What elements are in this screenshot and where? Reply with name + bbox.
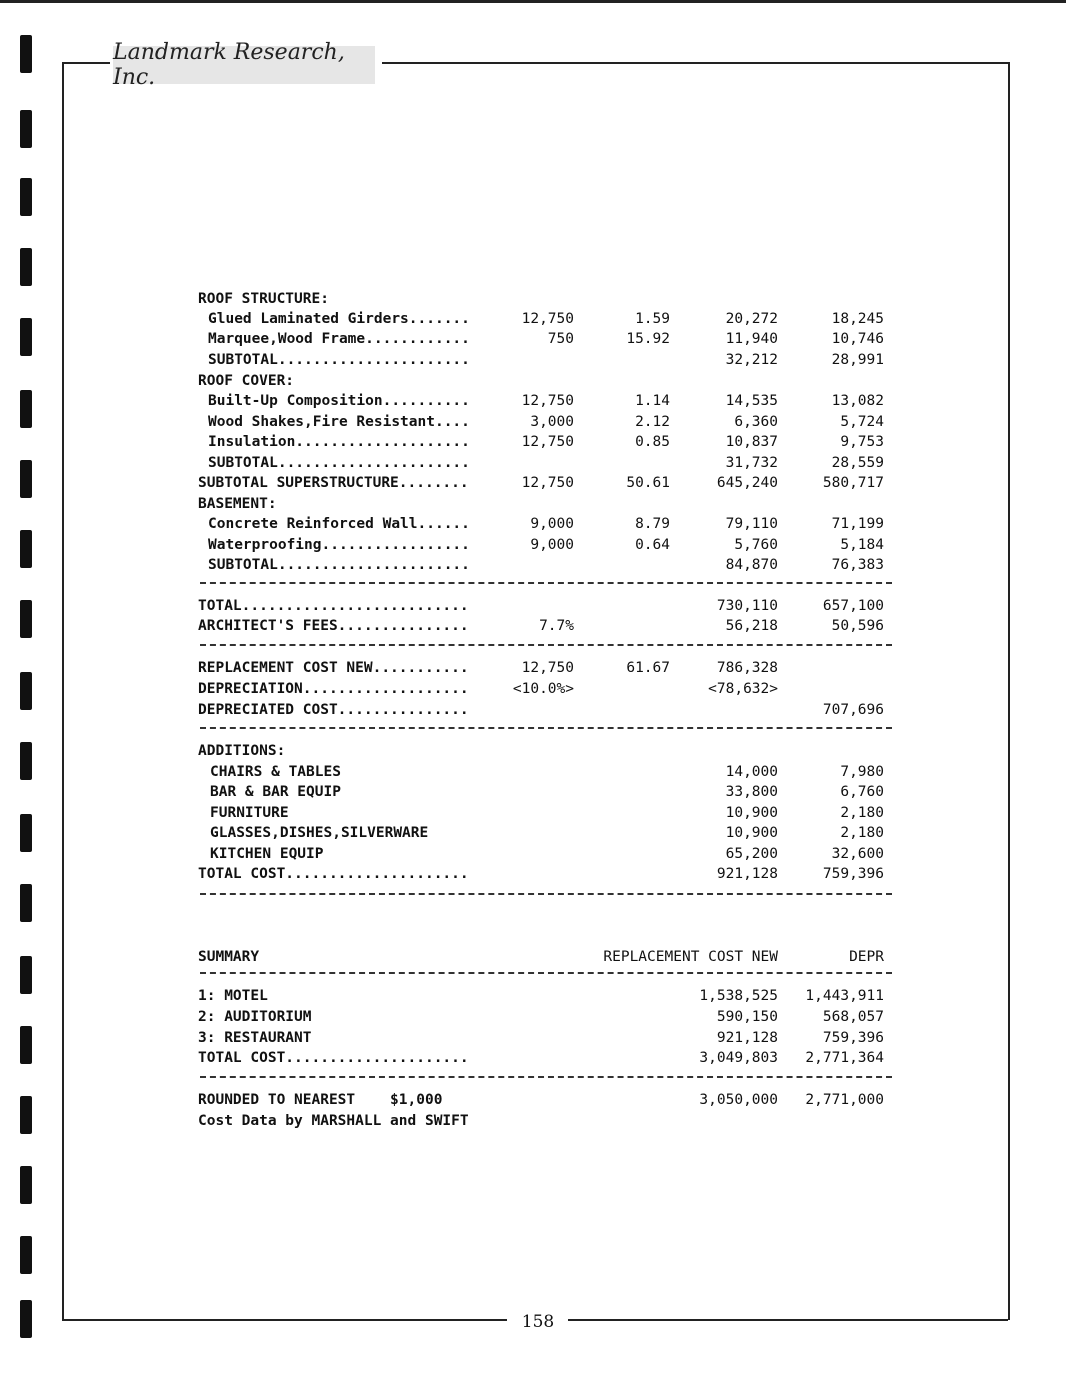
cell-qty: 12,750 bbox=[521, 393, 574, 409]
summary-title: SUMMARY bbox=[198, 949, 260, 965]
table-row bbox=[0, 805, 1066, 826]
cell-rate: 1.59 bbox=[635, 311, 670, 327]
cell-qty: 12,750 bbox=[521, 660, 574, 676]
frame-top-right bbox=[382, 62, 1008, 64]
dashed-divider bbox=[200, 582, 892, 584]
cell-depr: 580,717 bbox=[822, 475, 884, 491]
table-row bbox=[0, 784, 1066, 805]
summary-cell-rcn: 590,150 bbox=[716, 1009, 778, 1025]
table-row bbox=[0, 393, 1066, 414]
table-row bbox=[0, 434, 1066, 455]
table-row bbox=[0, 743, 1066, 764]
cell-depr: 28,991 bbox=[831, 352, 884, 368]
binder-hole bbox=[20, 248, 32, 286]
cell-label: CHAIRS & TABLES bbox=[210, 764, 341, 780]
cell-label: Built-Up Composition.......... bbox=[208, 393, 470, 409]
cell-rcn: 786,328 bbox=[716, 660, 778, 676]
summary-header-row bbox=[0, 949, 1066, 970]
binder-hole bbox=[20, 178, 32, 216]
dashed-divider bbox=[200, 972, 892, 974]
cell-qty: <10.0%> bbox=[512, 681, 574, 697]
cell-qty: 750 bbox=[547, 331, 574, 347]
cell-rcn: 79,110 bbox=[725, 516, 778, 532]
cell-qty: 3,000 bbox=[530, 414, 574, 430]
cell-label: Wood Shakes,Fire Resistant.... bbox=[208, 414, 470, 430]
cell-label: BASEMENT: bbox=[198, 496, 277, 512]
cell-rate: 2.12 bbox=[635, 414, 670, 430]
cell-qty: 12,750 bbox=[521, 475, 574, 491]
table-row bbox=[0, 373, 1066, 394]
cell-rate: 50.61 bbox=[626, 475, 670, 491]
cell-label: Concrete Reinforced Wall...... bbox=[208, 516, 470, 532]
cell-qty: 9,000 bbox=[530, 537, 574, 553]
cell-label: Insulation.................... bbox=[208, 434, 470, 450]
cell-label: Glued Laminated Girders....... bbox=[208, 311, 470, 327]
cell-depr: 2,180 bbox=[840, 805, 884, 821]
cell-qty: 7.7% bbox=[539, 618, 574, 634]
summary-cell-depr: 2,771,364 bbox=[805, 1050, 884, 1066]
cell-label: Waterproofing................. bbox=[208, 537, 470, 553]
binder-hole bbox=[20, 1166, 32, 1204]
cell-depr: 10,746 bbox=[831, 331, 884, 347]
cell-rcn: <78,632> bbox=[708, 681, 778, 697]
table-row bbox=[0, 455, 1066, 476]
summary-cell-depr: 759,396 bbox=[822, 1030, 884, 1046]
frame-bottom-left bbox=[62, 1319, 507, 1321]
summary-cell-rcn: 1,538,525 bbox=[699, 988, 778, 1004]
table-row bbox=[0, 291, 1066, 312]
cell-qty: 12,750 bbox=[521, 311, 574, 327]
cell-label: ARCHITECT'S FEES............... bbox=[198, 618, 469, 634]
binder-hole bbox=[20, 884, 32, 922]
cell-depr: 76,383 bbox=[831, 557, 884, 573]
table-row bbox=[0, 516, 1066, 537]
cell-rcn: 10,837 bbox=[725, 434, 778, 450]
cell-rcn: 84,870 bbox=[725, 557, 778, 573]
table-row bbox=[0, 825, 1066, 846]
cell-depr: 18,245 bbox=[831, 311, 884, 327]
cell-label: DEPRECIATED COST............... bbox=[198, 702, 469, 718]
cell-depr: 707,696 bbox=[822, 702, 884, 718]
cell-label: ADDITIONS: bbox=[198, 743, 286, 759]
table-row bbox=[0, 598, 1066, 619]
binder-hole bbox=[20, 35, 32, 73]
summary-col-depr: DEPR bbox=[849, 949, 884, 965]
cell-rcn: 31,732 bbox=[725, 455, 778, 471]
table-row bbox=[0, 846, 1066, 867]
summary-col-rcn: REPLACEMENT COST NEW bbox=[603, 949, 778, 965]
cell-label: Marquee,Wood Frame............ bbox=[208, 331, 470, 347]
table-row bbox=[0, 414, 1066, 435]
top-rule bbox=[0, 0, 1066, 3]
cell-qty: 12,750 bbox=[521, 434, 574, 450]
cell-depr: 28,559 bbox=[831, 455, 884, 471]
cell-depr: 32,600 bbox=[831, 846, 884, 862]
cell-label: GLASSES,DISHES,SILVERWARE bbox=[210, 825, 429, 841]
cell-rate: 0.85 bbox=[635, 434, 670, 450]
cell-depr: 50,596 bbox=[831, 618, 884, 634]
table-row bbox=[0, 331, 1066, 352]
summary-cell-label: 1: MOTEL bbox=[198, 988, 268, 1004]
summary-cell-label: 3: RESTAURANT bbox=[198, 1030, 312, 1046]
cell-rcn: 6,360 bbox=[734, 414, 778, 430]
cell-rate: 1.14 bbox=[635, 393, 670, 409]
source-note-row bbox=[0, 1113, 1066, 1134]
cell-depr: 9,753 bbox=[840, 434, 884, 450]
cell-label: TOTAL COST..................... bbox=[198, 866, 469, 882]
summary-cell-depr: 568,057 bbox=[822, 1009, 884, 1025]
summary-cell-rcn: 3,049,803 bbox=[699, 1050, 778, 1066]
rounded-label: ROUNDED TO NEAREST $1,000 bbox=[198, 1092, 443, 1108]
table-row bbox=[0, 681, 1066, 702]
cell-qty: 9,000 bbox=[530, 516, 574, 532]
binder-hole bbox=[20, 110, 32, 148]
cell-rcn: 5,760 bbox=[734, 537, 778, 553]
binder-hole bbox=[20, 1300, 32, 1338]
cell-label: ROOF STRUCTURE: bbox=[198, 291, 329, 307]
cell-rcn: 56,218 bbox=[725, 618, 778, 634]
cell-depr: 5,724 bbox=[840, 414, 884, 430]
cell-rcn: 11,940 bbox=[725, 331, 778, 347]
cell-rcn: 10,900 bbox=[725, 825, 778, 841]
cell-label: SUBTOTAL...................... bbox=[208, 352, 470, 368]
summary-row bbox=[0, 988, 1066, 1009]
frame-bottom-right bbox=[568, 1319, 1008, 1321]
table-row bbox=[0, 557, 1066, 578]
cell-rate: 15.92 bbox=[626, 331, 670, 347]
summary-cell-label: TOTAL COST..................... bbox=[198, 1050, 469, 1066]
cell-rcn: 33,800 bbox=[725, 784, 778, 800]
cell-rcn: 10,900 bbox=[725, 805, 778, 821]
cell-rate: 8.79 bbox=[635, 516, 670, 532]
cell-label: FURNITURE bbox=[210, 805, 289, 821]
cell-depr: 7,980 bbox=[840, 764, 884, 780]
table-row bbox=[0, 764, 1066, 785]
table-row bbox=[0, 537, 1066, 558]
cell-rate: 0.64 bbox=[635, 537, 670, 553]
rounded-depr: 2,771,000 bbox=[805, 1092, 884, 1108]
cell-depr: 759,396 bbox=[822, 866, 884, 882]
table-row bbox=[0, 866, 1066, 887]
summary-cell-label: 2: AUDITORIUM bbox=[198, 1009, 312, 1025]
table-row bbox=[0, 475, 1066, 496]
summary-cell-depr: 1,443,911 bbox=[805, 988, 884, 1004]
table-row bbox=[0, 702, 1066, 723]
source-note: Cost Data by MARSHALL and SWIFT bbox=[198, 1113, 469, 1129]
cell-label: SUBTOTAL SUPERSTRUCTURE........ bbox=[198, 475, 469, 491]
table-row bbox=[0, 660, 1066, 681]
table-row bbox=[0, 311, 1066, 332]
binder-hole bbox=[20, 1236, 32, 1274]
page-number: 158 bbox=[521, 1312, 555, 1332]
cell-label: REPLACEMENT COST NEW........... bbox=[198, 660, 469, 676]
summary-row bbox=[0, 1050, 1066, 1071]
cell-rcn: 20,272 bbox=[725, 311, 778, 327]
summary-cell-rcn: 921,128 bbox=[716, 1030, 778, 1046]
cell-label: DEPRECIATION................... bbox=[198, 681, 469, 697]
cell-rcn: 14,535 bbox=[725, 393, 778, 409]
rounded-rcn: 3,050,000 bbox=[699, 1092, 778, 1108]
cell-depr: 13,082 bbox=[831, 393, 884, 409]
cell-rcn: 65,200 bbox=[725, 846, 778, 862]
cell-rcn: 645,240 bbox=[716, 475, 778, 491]
cell-depr: 71,199 bbox=[831, 516, 884, 532]
cell-label: SUBTOTAL...................... bbox=[208, 557, 470, 573]
cell-label: TOTAL.......................... bbox=[198, 598, 469, 614]
cell-label: KITCHEN EQUIP bbox=[210, 846, 324, 862]
cell-rcn: 32,212 bbox=[725, 352, 778, 368]
cell-label: BAR & BAR EQUIP bbox=[210, 784, 341, 800]
table-row bbox=[0, 352, 1066, 373]
cell-depr: 5,184 bbox=[840, 537, 884, 553]
table-row bbox=[0, 496, 1066, 517]
dashed-divider bbox=[200, 644, 892, 646]
cell-label: ROOF COVER: bbox=[198, 373, 295, 389]
dashed-divider bbox=[200, 1076, 892, 1078]
dashed-divider bbox=[200, 893, 892, 895]
cell-depr: 2,180 bbox=[840, 825, 884, 841]
cell-rcn: 14,000 bbox=[725, 764, 778, 780]
cell-depr: 657,100 bbox=[822, 598, 884, 614]
cell-label: SUBTOTAL...................... bbox=[208, 455, 470, 471]
summary-row bbox=[0, 1030, 1066, 1051]
frame-top-left bbox=[62, 62, 110, 64]
cell-rate: 61.67 bbox=[626, 660, 670, 676]
company-logo: Landmark Research, Inc. bbox=[113, 46, 375, 84]
rounded-row bbox=[0, 1092, 1066, 1113]
dashed-divider bbox=[200, 727, 892, 729]
cell-rcn: 730,110 bbox=[716, 598, 778, 614]
cell-depr: 6,760 bbox=[840, 784, 884, 800]
cell-rcn: 921,128 bbox=[716, 866, 778, 882]
table-row bbox=[0, 618, 1066, 639]
summary-row bbox=[0, 1009, 1066, 1030]
